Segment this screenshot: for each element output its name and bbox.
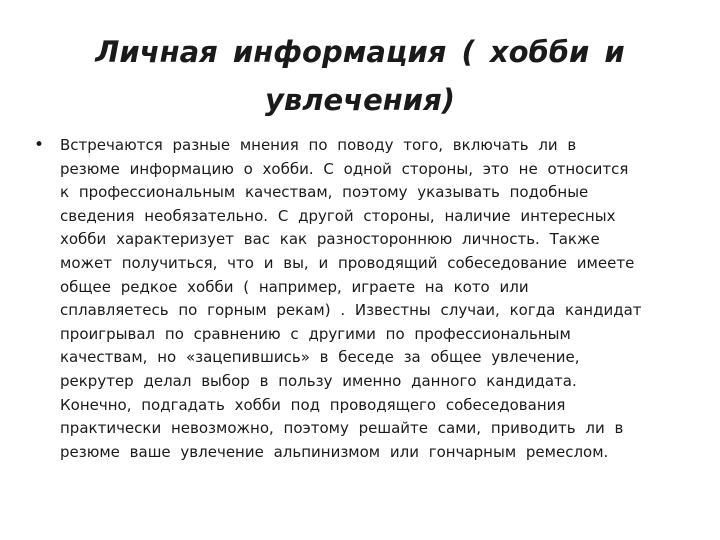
paragraph-line: проигрывал по сравнению с другими по профессиональным (60, 324, 571, 343)
paragraph-line: к профессиональным качествам, поэтому указывать подобные (60, 183, 589, 202)
bullet-item (34, 134, 684, 464)
paragraph-line: резюме ваше увлечение альпинизмом или гончарным ремеслом. (60, 442, 609, 461)
paragraph-line: Встречаются разные мнения по поводу того, включать ли в (60, 136, 577, 154)
slide-title (60, 28, 660, 124)
paragraph-line: сплавляетесь по горным рекам) . Известны случаи, когда кандидат (60, 301, 642, 320)
paragraph-line: сведения необязательно. С другой стороны, наличие интересных (60, 206, 616, 225)
paragraph-line: общее редкое хобби ( например, играете на кото или (60, 277, 529, 296)
bullet-paragraph (60, 134, 684, 464)
bullet-icon: • (34, 135, 45, 155)
slide-title-line: увлечения) (265, 83, 455, 117)
slide-body (34, 134, 684, 464)
paragraph-line: резюме информацию о хобби. С одной стороны, это не относится (60, 159, 629, 178)
paragraph-line: рекрутер делал выбор в пользу именно данного кандидата. (60, 371, 577, 390)
paragraph-line: качествам, но «зацепившись» в беседе за общее увлечение, (60, 348, 580, 367)
slide-title-line: Личная информация ( хобби и (95, 35, 625, 69)
paragraph-line: практически невозможно, поэтому решайте сами, приводить ли в (60, 419, 624, 438)
paragraph-line: Конечно, подгадать хобби под проводящего собеседования (60, 395, 566, 414)
paragraph-line: хобби характеризует вас как разностороннюю личность. Также (60, 230, 600, 249)
paragraph-line: может получиться, что и вы, и проводящий собеседование имеете (60, 253, 635, 272)
